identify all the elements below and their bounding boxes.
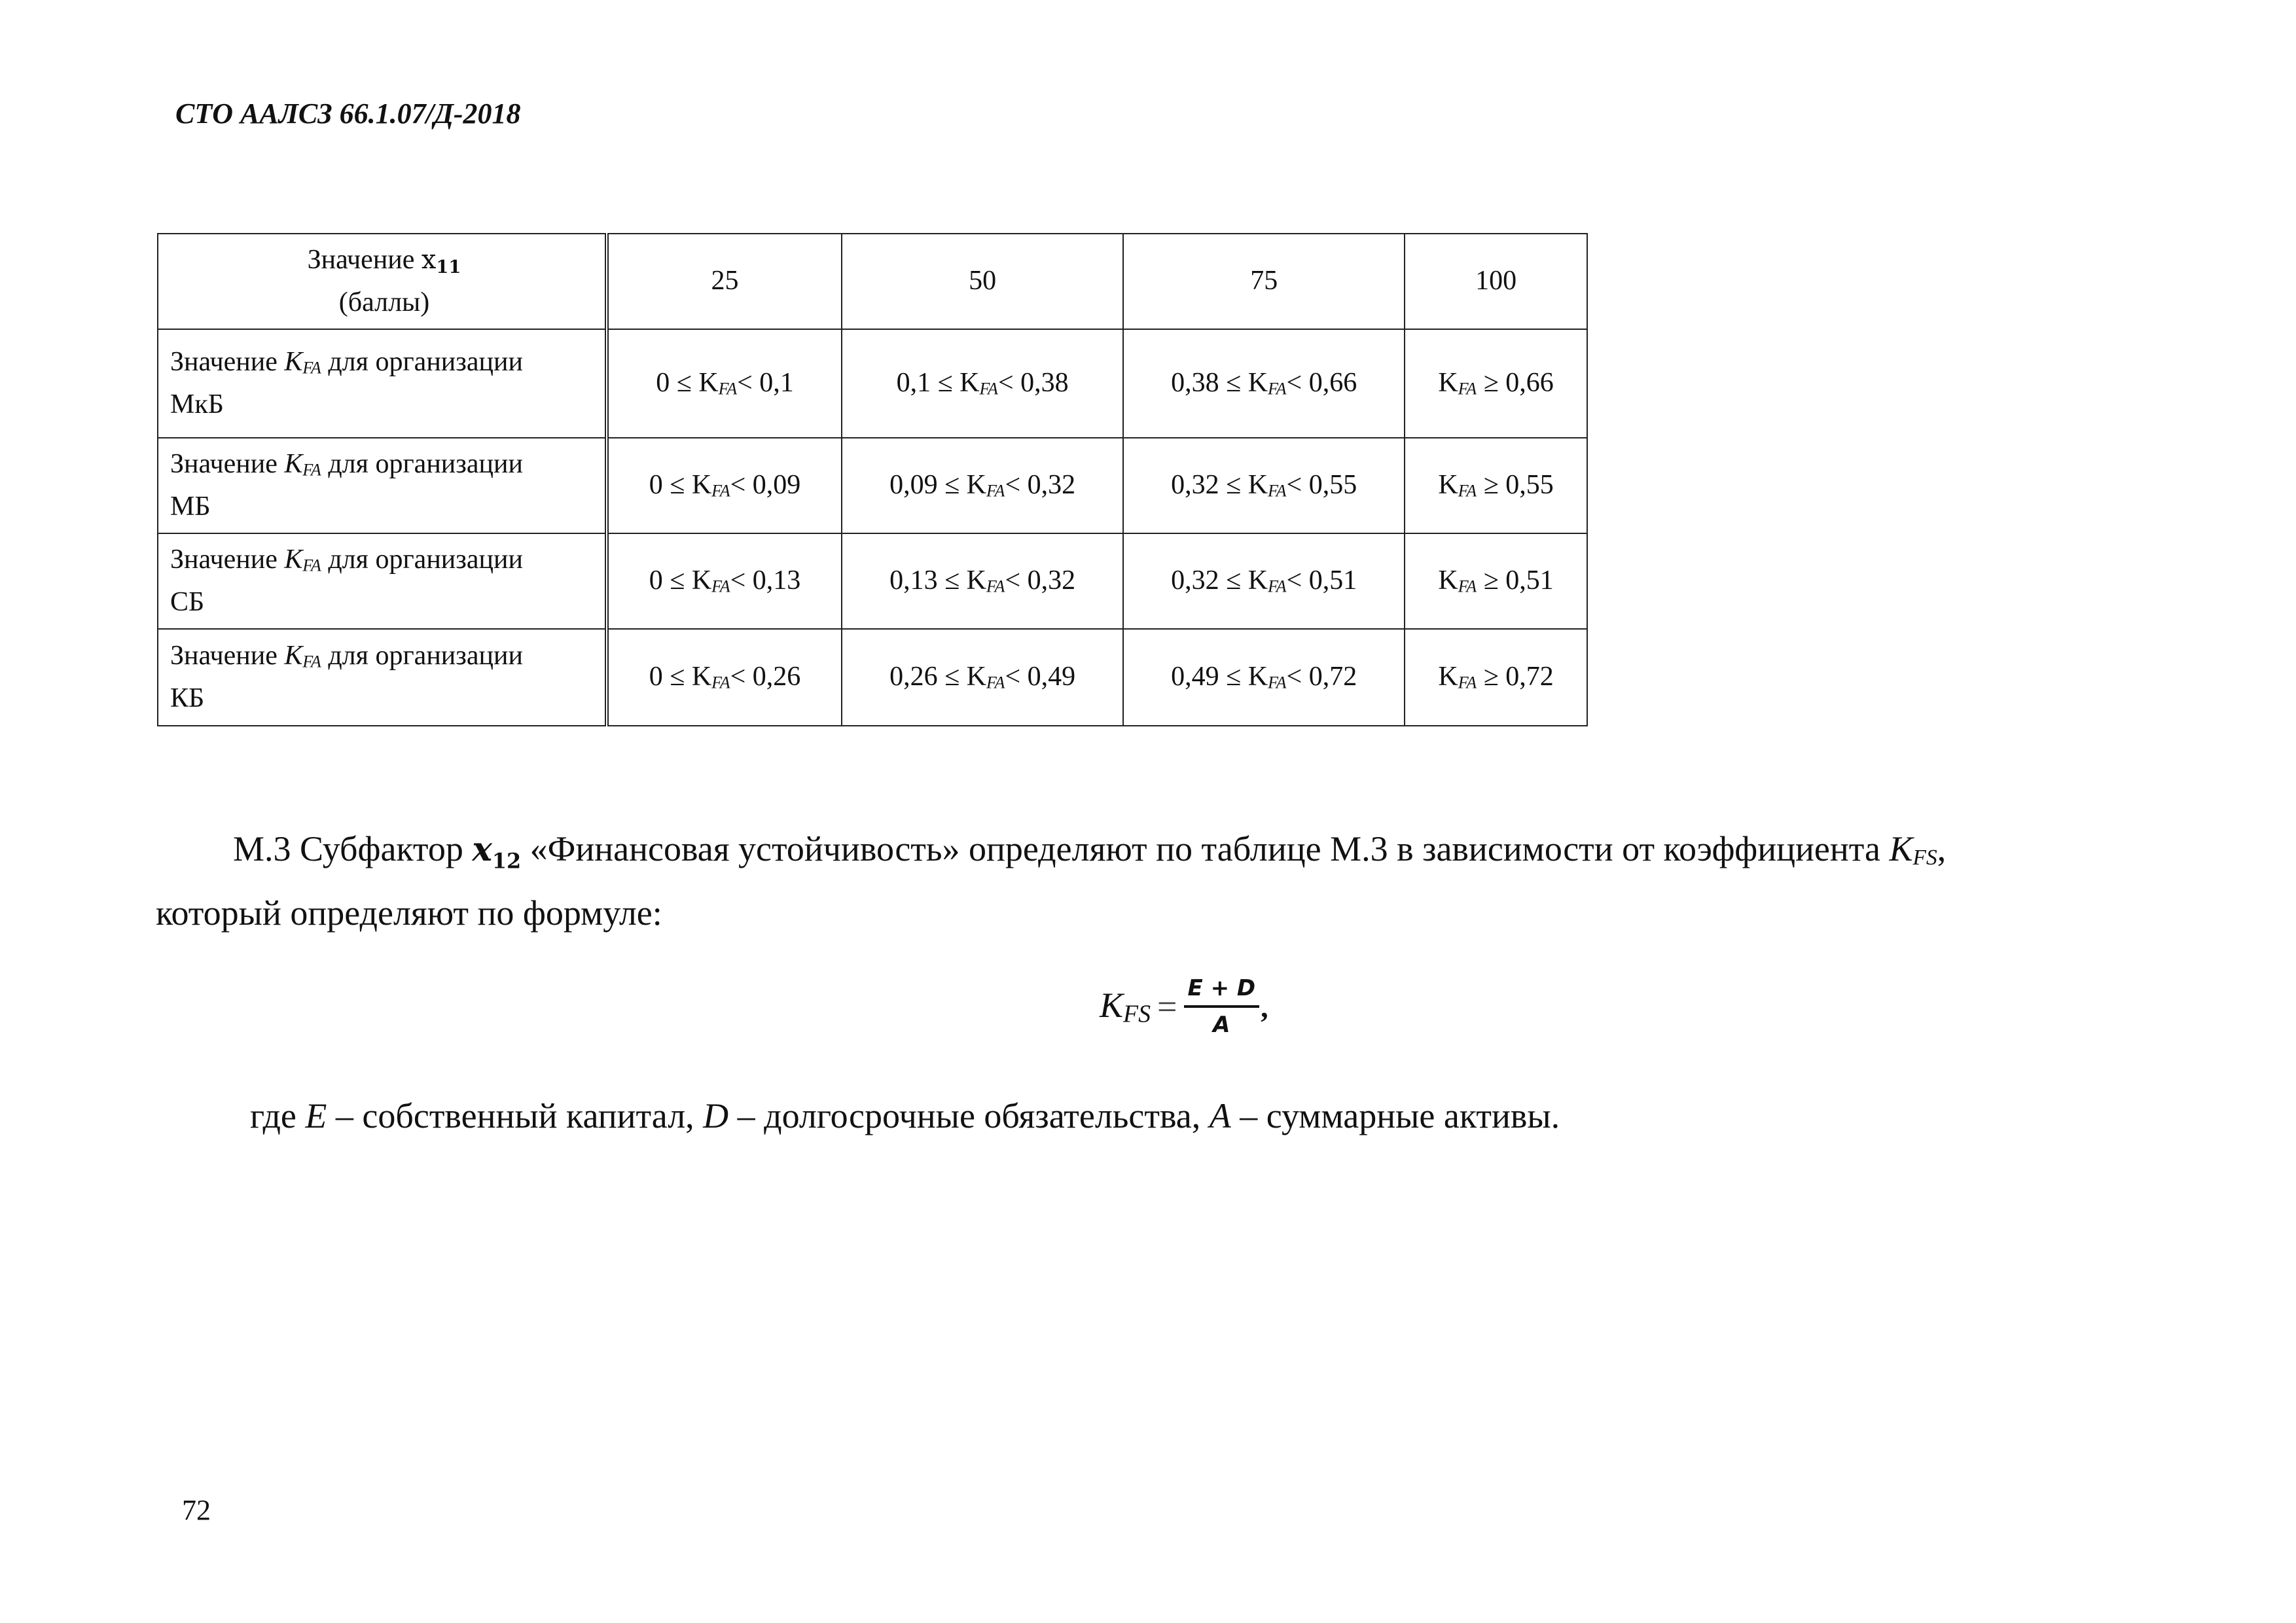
range-upper: ≥ 0,51	[1477, 565, 1554, 596]
row-label-pre: Значение	[170, 346, 285, 377]
range-upper: < 0,26	[730, 662, 801, 692]
k-symbol: K	[1438, 565, 1458, 596]
range-lower: 0,09 ≤	[889, 470, 967, 501]
para1-middle: «Финансовая устойчивость» определяют по таблице М.3 в зависимости от коэффициента	[521, 829, 1890, 868]
x12-symbol	[472, 830, 522, 874]
k-symbol: K	[960, 368, 980, 399]
x12-subscript: 12	[492, 849, 522, 874]
range-upper: ≥ 0,72	[1477, 662, 1554, 692]
k-subscript: FA	[1458, 380, 1477, 399]
k-symbol: K	[698, 368, 719, 399]
k-subscript: FA	[1268, 577, 1287, 597]
range-cell	[1405, 629, 1587, 726]
row-label-cell	[158, 533, 607, 629]
k-symbol: K	[966, 565, 986, 596]
k-symbol: K	[691, 662, 712, 692]
range-cell	[1405, 329, 1587, 438]
header-col-75: 75	[1123, 234, 1405, 329]
k-subscript: FA	[1458, 577, 1477, 597]
kfs-formula	[1100, 975, 1268, 1038]
range-lower: 0,32 ≤	[1171, 565, 1248, 596]
k-subscript: FA	[711, 577, 730, 597]
header-col-25: 25	[607, 234, 842, 329]
k-subscript: FA	[1268, 673, 1287, 693]
range-lower: 0 ≤	[649, 662, 692, 692]
paragraph-m3-line2: который определяют по формуле:	[156, 893, 662, 933]
row-label-k-sub: FA	[302, 358, 321, 378]
row-label-k: K	[284, 544, 303, 575]
k-symbol: K	[1438, 662, 1458, 692]
formula-equals: =	[1157, 987, 1177, 1026]
para1-prefix: М.3 Субфактор	[233, 829, 473, 868]
k-symbol: K	[1247, 368, 1268, 399]
range-cell	[1123, 629, 1405, 726]
range-upper: < 0,51	[1286, 565, 1357, 596]
table-row	[158, 438, 1587, 533]
k-symbol: K	[1247, 565, 1268, 596]
range-lower: 0,13 ≤	[889, 565, 967, 596]
defs-a-text: – суммарные активы.	[1230, 1096, 1560, 1135]
k-symbol: K	[1438, 368, 1458, 399]
range-upper: < 0,13	[730, 565, 801, 596]
table-row	[158, 629, 1587, 726]
range-cell	[842, 629, 1123, 726]
range-upper: < 0,32	[1005, 470, 1076, 501]
kfs-subscript: FS	[1912, 846, 1937, 870]
defs-where: где	[250, 1096, 306, 1135]
k-subscript: FA	[1268, 482, 1287, 501]
row-label-k: K	[284, 640, 303, 671]
k-subscript: FA	[986, 482, 1005, 501]
range-cell	[1405, 438, 1587, 533]
row-label-post: для организации	[321, 448, 523, 479]
k-symbol: K	[966, 470, 986, 501]
range-cell	[1123, 438, 1405, 533]
range-upper: < 0,55	[1286, 470, 1357, 501]
range-upper: < 0,72	[1286, 662, 1357, 692]
range-lower: 0,1 ≤	[896, 368, 960, 399]
range-lower: 0 ≤	[649, 470, 692, 501]
header-col-50: 50	[842, 234, 1123, 329]
row-label-cell	[158, 629, 607, 726]
range-cell	[1123, 329, 1405, 438]
range-lower: 0 ≤	[649, 565, 692, 596]
header-x-subscript: 11	[436, 256, 461, 277]
range-lower: 0,32 ≤	[1171, 470, 1248, 501]
table-row	[158, 329, 1587, 438]
k-subscript: FA	[711, 673, 730, 693]
row-label-pre: Значение	[170, 640, 285, 671]
k-subscript: FA	[1268, 380, 1287, 399]
range-upper: < 0,32	[1005, 565, 1076, 596]
row-org: МкБ	[170, 389, 224, 419]
header-label-units: (баллы)	[338, 287, 430, 317]
range-upper: < 0,38	[997, 368, 1069, 399]
range-upper: < 0,09	[730, 470, 801, 501]
k-symbol: K	[1247, 470, 1268, 501]
row-label-k-sub: FA	[302, 652, 321, 671]
k-symbol: K	[691, 470, 712, 501]
header-col-100: 100	[1405, 234, 1587, 329]
row-label-k-sub: FA	[302, 556, 321, 575]
row-label-k: K	[284, 346, 303, 377]
k-subscript: FA	[1458, 482, 1477, 501]
range-cell	[1405, 533, 1587, 629]
range-cell	[1123, 533, 1405, 629]
defs-e-text: – собственный капитал,	[327, 1096, 704, 1135]
range-upper: < 0,49	[1005, 662, 1076, 692]
range-upper: < 0,1	[737, 368, 794, 399]
row-org: МБ	[170, 491, 211, 522]
k-subscript: FA	[986, 577, 1005, 597]
formula-lhs	[1100, 985, 1151, 1029]
para1-end: ,	[1937, 829, 1946, 868]
row-label-cell	[158, 329, 607, 438]
range-upper: ≥ 0,55	[1477, 470, 1554, 501]
range-lower: 0,26 ≤	[889, 662, 967, 692]
var-d: D	[703, 1096, 729, 1135]
row-label-pre: Значение	[170, 448, 285, 479]
range-upper: < 0,66	[1286, 368, 1357, 399]
header-label-cell	[158, 234, 607, 329]
range-lower: 0,38 ≤	[1171, 368, 1248, 399]
page-number: 72	[182, 1494, 211, 1526]
x12-letter: x	[472, 830, 492, 869]
header-label-pre: Значение	[307, 244, 422, 275]
document-code-header: СТО ААЛСЗ 66.1.07/Д-2018	[175, 98, 521, 130]
row-label-k: K	[284, 448, 303, 479]
formula-numerator: E + D	[1184, 975, 1260, 1008]
range-cell	[842, 438, 1123, 533]
kfa-scoring-table	[157, 233, 1588, 726]
var-a: A	[1209, 1096, 1231, 1135]
k-subscript: FA	[718, 380, 738, 399]
row-org: СБ	[170, 587, 205, 617]
kfs-symbol: K	[1889, 829, 1913, 868]
formula-comma: ,	[1261, 990, 1268, 1024]
formula-fraction	[1184, 975, 1260, 1038]
range-lower: 0 ≤	[656, 368, 699, 399]
range-cell	[607, 438, 842, 533]
range-cell	[607, 533, 842, 629]
range-upper: ≥ 0,66	[1477, 368, 1554, 399]
k-subscript: FA	[979, 380, 998, 399]
k-subscript: FA	[986, 673, 1005, 693]
row-label-k-sub: FA	[302, 460, 321, 480]
paragraph-m3-line1	[233, 826, 1946, 875]
paragraph-definitions	[250, 1093, 1560, 1139]
k-symbol: K	[1247, 662, 1268, 692]
row-label-post: для организации	[321, 346, 523, 377]
k-symbol: K	[1438, 470, 1458, 501]
row-label-post: для организации	[321, 544, 523, 575]
k-symbol: K	[966, 662, 986, 692]
formula-lhs-sub: FS	[1123, 1000, 1151, 1028]
row-label-cell	[158, 438, 607, 533]
row-org: КБ	[170, 683, 205, 713]
k-subscript: FA	[1458, 673, 1477, 693]
range-cell	[607, 329, 842, 438]
k-subscript: FA	[711, 482, 730, 501]
formula-denominator: A	[1213, 1012, 1230, 1038]
k-symbol: K	[691, 565, 712, 596]
var-e: E	[305, 1096, 327, 1135]
table-header-row	[158, 234, 1587, 329]
row-label-pre: Значение	[170, 544, 285, 575]
range-cell	[607, 629, 842, 726]
table-row	[158, 533, 1587, 629]
header-x-symbol: x	[421, 244, 437, 275]
range-cell	[842, 533, 1123, 629]
defs-d-text: – долгосрочные обязательства,	[728, 1096, 1210, 1135]
range-cell	[842, 329, 1123, 438]
row-label-post: для организации	[321, 640, 523, 671]
range-lower: 0,49 ≤	[1171, 662, 1248, 692]
formula-lhs-k: K	[1100, 985, 1124, 1025]
